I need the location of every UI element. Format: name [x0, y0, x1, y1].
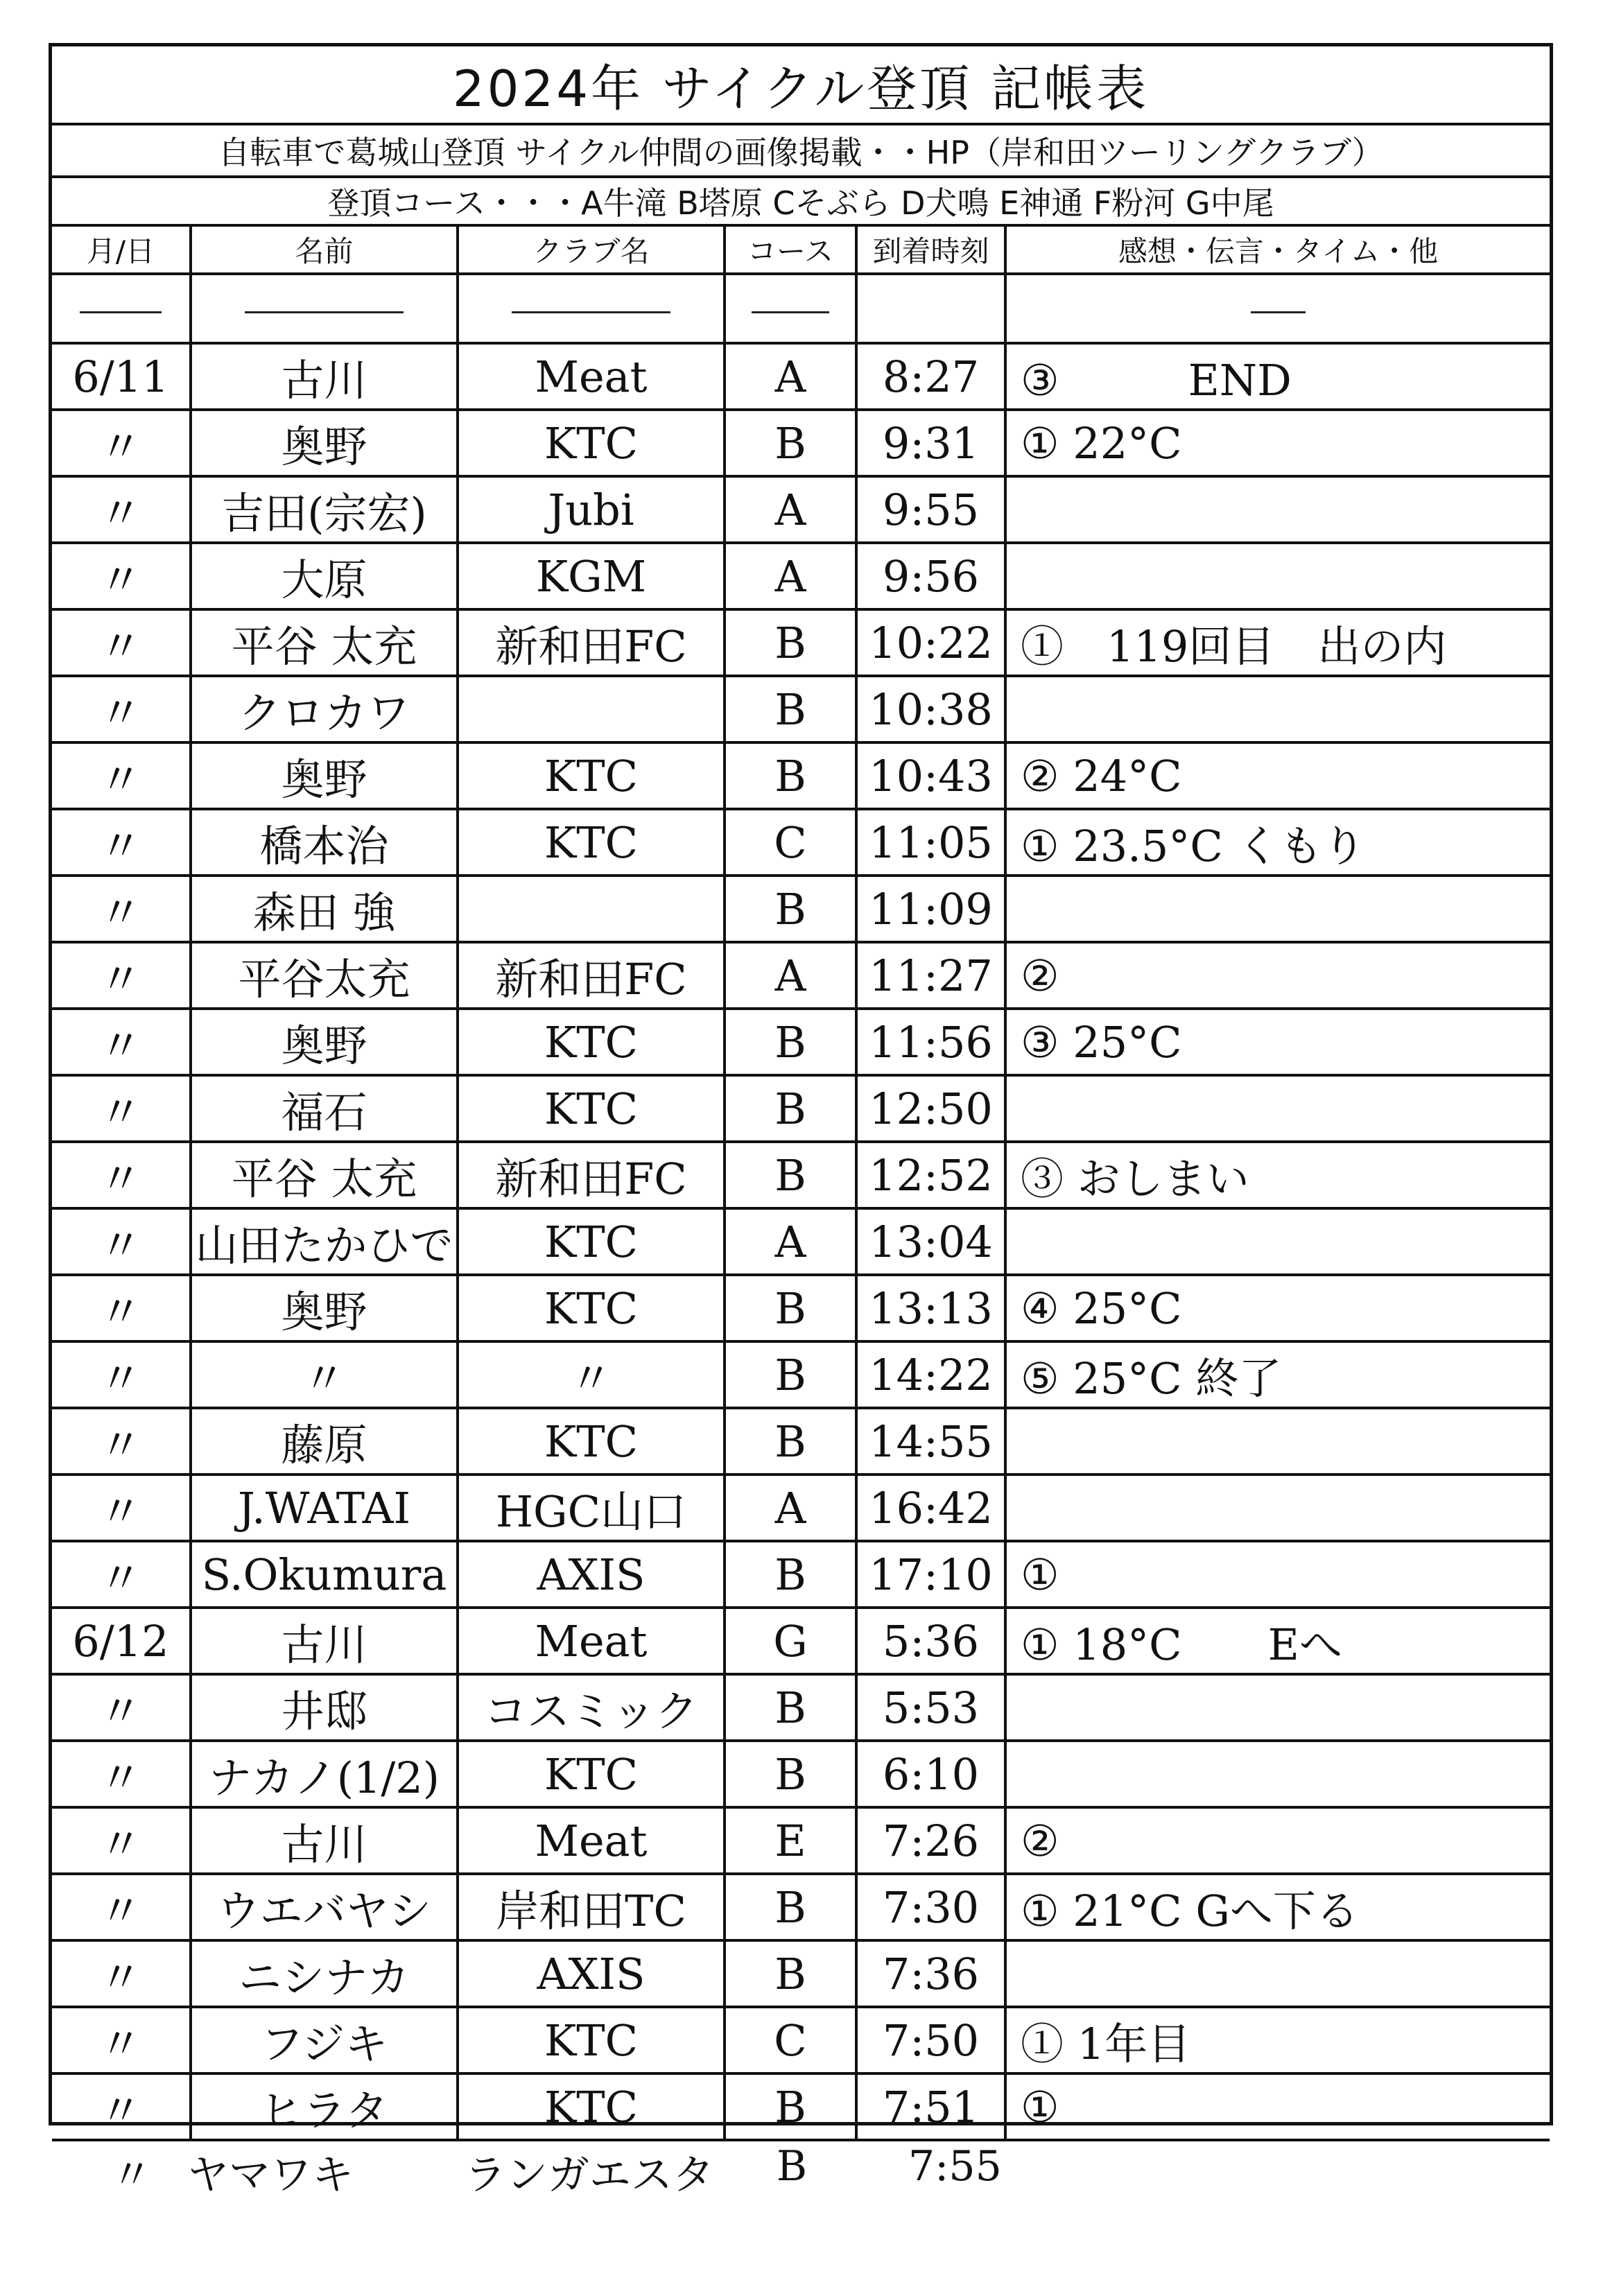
header-name: 名前 [191, 227, 458, 274]
cell-club: AXIS [458, 1541, 725, 1608]
header-club: クラブ名 [458, 227, 725, 274]
cell-date: 〃 [52, 1807, 191, 1874]
table-row [52, 1208, 1550, 1275]
cell-course: A [725, 343, 856, 410]
cell-time: 10:38 [856, 676, 1005, 742]
cell-note [1005, 676, 1550, 742]
cell-course: B [725, 1075, 856, 1142]
cell-club: 新和田FC [458, 942, 725, 1009]
cell-time: 11:56 [856, 1009, 1005, 1075]
cell-course: B [725, 1408, 856, 1475]
blank-cell [1005, 274, 1550, 343]
cell-name: 平谷太充 [191, 942, 458, 1009]
cell-date: 〃 [52, 1674, 191, 1741]
cell-note [1005, 1674, 1550, 1741]
cell-course: A [725, 1208, 856, 1275]
table-row [52, 1608, 1550, 1674]
table-row [52, 1674, 1550, 1741]
cell-time: 6:10 [856, 1741, 1005, 1807]
cell-name: 〃 [191, 1341, 458, 1408]
cell-time: 12:50 [856, 1075, 1005, 1142]
blank-cell [458, 274, 725, 343]
blank-cell [52, 274, 191, 343]
table-row [52, 1142, 1550, 1208]
cell-name: ニシナカ [191, 1940, 458, 2007]
table-row [52, 676, 1550, 742]
cell-time: 7:36 [856, 1940, 1005, 2007]
cell-time: 11:05 [856, 809, 1005, 876]
cell-time: 7:26 [856, 1807, 1005, 1874]
cell-name: 藤原 [191, 1408, 458, 1475]
blank-cell [856, 274, 1005, 343]
table-row [52, 2007, 1550, 2073]
cell-name: 平谷 太充 [191, 1142, 458, 1208]
cell-note: ② [1005, 1807, 1550, 1874]
cell-note [1005, 1208, 1550, 1275]
table-row [52, 1009, 1550, 1075]
cell-date: 〃 [52, 1408, 191, 1475]
cell-club: KTC [458, 410, 725, 476]
cell-club: コスミック [458, 1674, 725, 1741]
header-date: 月/日 [52, 227, 191, 274]
cell-club: KTC [458, 1009, 725, 1075]
cell-time: 13:13 [856, 1275, 1005, 1341]
cell-name: クロカワ [191, 676, 458, 742]
cell-course: C [725, 2007, 856, 2073]
cell-date: 〃 [52, 1142, 191, 1208]
cell-date: 〃 [52, 1208, 191, 1275]
cell-date: 〃 [52, 1009, 191, 1075]
cell-club [458, 676, 725, 742]
cell-time: 9:31 [856, 410, 1005, 476]
cell-date: 〃 [52, 609, 191, 676]
cell-date: 〃 [52, 1940, 191, 2007]
table-row [52, 1741, 1550, 1807]
table-header-row [52, 227, 1550, 274]
cell-club: 新和田FC [458, 609, 725, 676]
table-row [52, 742, 1550, 809]
cell-club: Meat [458, 343, 725, 410]
cell-note: ③ 25°C [1005, 1009, 1550, 1075]
extra-row-below-table [49, 2135, 1553, 2218]
table-row [52, 2073, 1550, 2140]
table-row [52, 410, 1550, 476]
cell-date: 〃 [52, 543, 191, 609]
cell-club: KTC [458, 1741, 725, 1807]
cell-name: S.Okumura [191, 1541, 458, 1608]
table-row [52, 1874, 1550, 1940]
table-row [52, 942, 1550, 1009]
cell-note [1005, 543, 1550, 609]
cell-name: 山田たかひで [191, 1208, 458, 1275]
cell-course: E [725, 1807, 856, 1874]
cell-club: 岸和田TC [458, 1874, 725, 1940]
cell-time: 5:53 [856, 1674, 1005, 1741]
cell-date: 〃 [52, 942, 191, 1009]
table-row [52, 809, 1550, 876]
table-row [52, 543, 1550, 609]
cell-club: KTC [458, 809, 725, 876]
cell-course: A [725, 543, 856, 609]
cell-note [1005, 876, 1550, 942]
cell-date: 6/11 [52, 343, 191, 410]
cell-note: ① 22°C [1005, 410, 1550, 476]
sheet-subtitle: 自転車で葛城山登頂 サイクル仲間の画像掲載・・HP（岸和田ツーリングクラブ） [52, 125, 1550, 178]
cell-time: 9:55 [856, 476, 1005, 543]
extra-date: 〃 [111, 2151, 153, 2200]
cell-note [1005, 476, 1550, 543]
cell-note [1005, 1408, 1550, 1475]
log-table [52, 227, 1550, 2141]
cell-name: J.WATAI [191, 1475, 458, 1541]
table-row [52, 1541, 1550, 1608]
cell-course: B [725, 2073, 856, 2140]
cell-course: B [725, 676, 856, 742]
cell-name: 森田 強 [191, 876, 458, 942]
example-row [52, 274, 1550, 343]
cell-name: ウエバヤシ [191, 1874, 458, 1940]
cell-club: Jubi [458, 476, 725, 543]
cell-note: ⑤ 25°C 終了 [1005, 1341, 1550, 1408]
cell-club: Meat [458, 1608, 725, 1674]
cell-club: AXIS [458, 1940, 725, 2007]
cell-club: 〃 [458, 1341, 725, 1408]
cell-course: B [725, 609, 856, 676]
cell-date: 〃 [52, 410, 191, 476]
cell-course: B [725, 1674, 856, 1741]
cell-name: 奥野 [191, 1009, 458, 1075]
cell-name: ナカノ(1/2) [191, 1741, 458, 1807]
cell-course: G [725, 1608, 856, 1674]
cell-club: 新和田FC [458, 1142, 725, 1208]
cell-time: 12:52 [856, 1142, 1005, 1208]
cell-course: B [725, 1142, 856, 1208]
cell-club: KTC [458, 742, 725, 809]
header-time: 到着時刻 [856, 227, 1005, 274]
cell-club: KTC [458, 1408, 725, 1475]
cell-date: 〃 [52, 876, 191, 942]
cell-club: KTC [458, 1275, 725, 1341]
cell-name: 吉田(宗宏) [191, 476, 458, 543]
cell-time: 11:09 [856, 876, 1005, 942]
cell-date: 〃 [52, 1275, 191, 1341]
extra-club: ランガエスタ [465, 2151, 714, 2200]
table-row [52, 476, 1550, 543]
table-row [52, 1807, 1550, 1874]
cell-note: ① 119回目 出の内 [1005, 609, 1550, 676]
cell-name: 古川 [191, 1807, 458, 1874]
cell-name: 奥野 [191, 410, 458, 476]
cell-time: 14:22 [856, 1341, 1005, 1408]
cell-course: B [725, 1009, 856, 1075]
header-course: コース [725, 227, 856, 274]
cell-note: ① [1005, 1541, 1550, 1608]
cell-date: 〃 [52, 2073, 191, 2140]
cell-club: Meat [458, 1807, 725, 1874]
cell-time: 8:27 [856, 343, 1005, 410]
cell-note: ① 1年目 [1005, 2007, 1550, 2073]
cell-course: B [725, 1940, 856, 2007]
cell-club: KTC [458, 1075, 725, 1142]
blank-cell [191, 274, 458, 343]
cell-name: フジキ [191, 2007, 458, 2073]
cell-course: C [725, 809, 856, 876]
cell-time: 7:30 [856, 1874, 1005, 1940]
log-sheet [49, 43, 1553, 2136]
cell-date: 〃 [52, 476, 191, 543]
cell-date: 〃 [52, 1475, 191, 1541]
cell-time: 10:43 [856, 742, 1005, 809]
cell-course: B [725, 742, 856, 809]
cell-club: KTC [458, 2073, 725, 2140]
cell-name: 平谷 太充 [191, 609, 458, 676]
cell-date: 〃 [52, 1341, 191, 1408]
cell-course: B [725, 876, 856, 942]
table-row [52, 876, 1550, 942]
cell-note: ① 21°C Gへ下る [1005, 1874, 1550, 1940]
course-legend: 登頂コース・・・A牛滝 B塔原 Cそぶら D犬鳴 E神通 F粉河 G中尾 [52, 178, 1550, 227]
cell-course: B [725, 1874, 856, 1940]
cell-club: KGM [458, 543, 725, 609]
cell-name: 大原 [191, 543, 458, 609]
cell-note: ③ END [1005, 343, 1550, 410]
cell-note: ① 23.5°C くもり [1005, 809, 1550, 876]
cell-club: KTC [458, 2007, 725, 2073]
table-row [52, 1408, 1550, 1475]
extra-time: 7:55 [908, 2142, 1002, 2191]
cell-time: 10:22 [856, 609, 1005, 676]
cell-club: KTC [458, 1208, 725, 1275]
extra-name: ヤマワキ [187, 2151, 354, 2200]
cell-time: 9:56 [856, 543, 1005, 609]
cell-note: ③ おしまい [1005, 1142, 1550, 1208]
cell-note: ① 18°C Eへ [1005, 1608, 1550, 1674]
extra-course: B [777, 2142, 808, 2191]
cell-course: A [725, 476, 856, 543]
cell-course: B [725, 1341, 856, 1408]
table-row [52, 1275, 1550, 1341]
cell-note [1005, 1741, 1550, 1807]
cell-time: 16:42 [856, 1475, 1005, 1541]
table-row [52, 609, 1550, 676]
table-row [52, 1475, 1550, 1541]
header-note: 感想・伝言・タイム・他 [1005, 227, 1550, 274]
cell-course: B [725, 1741, 856, 1807]
cell-time: 14:55 [856, 1408, 1005, 1475]
cell-note [1005, 1940, 1550, 2007]
cell-name: 古川 [191, 343, 458, 410]
cell-note [1005, 1475, 1550, 1541]
cell-name: 奥野 [191, 742, 458, 809]
cell-course: B [725, 1275, 856, 1341]
cell-name: 井邸 [191, 1674, 458, 1741]
table-row [52, 343, 1550, 410]
cell-date: 〃 [52, 809, 191, 876]
cell-name: 橋本治 [191, 809, 458, 876]
cell-course: A [725, 1475, 856, 1541]
cell-note: ② 24°C [1005, 742, 1550, 809]
cell-course: B [725, 1541, 856, 1608]
table-row [52, 1341, 1550, 1408]
cell-club: HGC山口 [458, 1475, 725, 1541]
cell-note: ① [1005, 2073, 1550, 2140]
cell-date: 〃 [52, 676, 191, 742]
cell-note: ② [1005, 942, 1550, 1009]
cell-time: 17:10 [856, 1541, 1005, 1608]
cell-name: 古川 [191, 1608, 458, 1674]
cell-note: ④ 25°C [1005, 1275, 1550, 1341]
table-row [52, 1075, 1550, 1142]
cell-note [1005, 1075, 1550, 1142]
sheet-title: 2024年 サイクル登頂 記帳表 [52, 46, 1550, 125]
cell-date: 6/12 [52, 1608, 191, 1674]
cell-name: 福石 [191, 1075, 458, 1142]
cell-date: 〃 [52, 1741, 191, 1807]
cell-time: 11:27 [856, 942, 1005, 1009]
cell-time: 5:36 [856, 1608, 1005, 1674]
cell-course: A [725, 942, 856, 1009]
cell-name: 奥野 [191, 1275, 458, 1341]
cell-time: 7:50 [856, 2007, 1005, 2073]
cell-date: 〃 [52, 2007, 191, 2073]
table-row [52, 1940, 1550, 2007]
cell-club [458, 876, 725, 942]
cell-course: B [725, 410, 856, 476]
cell-date: 〃 [52, 1075, 191, 1142]
cell-name: ヒラタ [191, 2073, 458, 2140]
cell-date: 〃 [52, 1874, 191, 1940]
cell-date: 〃 [52, 1541, 191, 1608]
cell-time: 13:04 [856, 1208, 1005, 1275]
blank-cell [725, 274, 856, 343]
cell-time: 7:51 [856, 2073, 1005, 2140]
cell-date: 〃 [52, 742, 191, 809]
